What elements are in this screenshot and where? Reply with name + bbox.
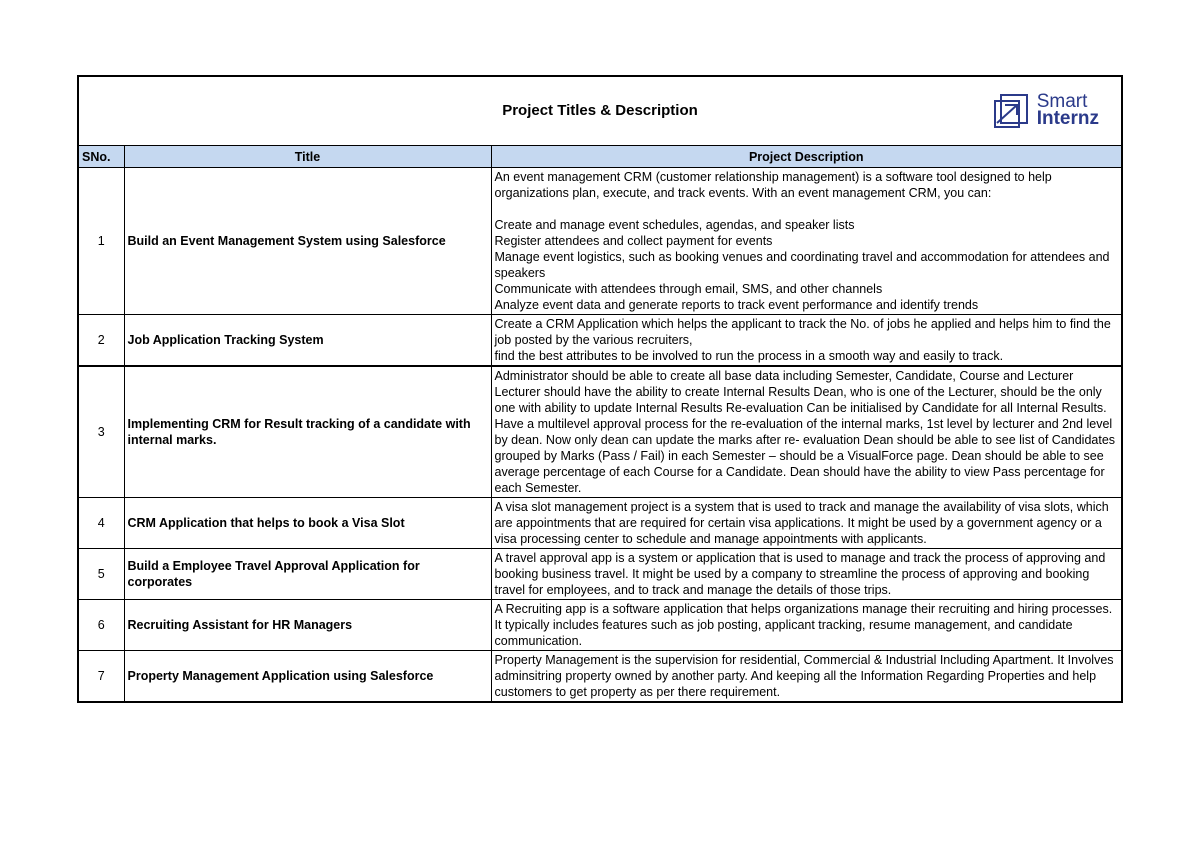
row-title: CRM Application that helps to book a Visa Slot [124,498,491,549]
description-line: Administrator should be able to create all base data including Semester, Candidate, Course and Lecturer [494,369,1074,383]
description-line: Create a CRM Application which helps the applicant to track the No. of jobs he applied and helps him to find the job posted by the various recruiters, [494,317,1111,347]
row-description [491,315,1121,367]
row-number: 6 [79,600,124,651]
description-line: A visa slot management project is a system that is used to track and manage the availability of visa slots, which are appointments that are required for certain visa applications. It might be used by a government agency or a visa processing center to schedule and manage appointments with applicants. [494,500,1109,546]
page-title: Project Titles & Description [502,102,698,119]
description-line: Manage event logistics, such as booking venues and coordinating travel and accommodation for attendees and speakers [494,250,1110,280]
row-description [491,366,1121,498]
logo-word-internz: Internz [1036,108,1099,129]
row-number: 7 [79,651,124,702]
row-description [491,651,1121,702]
title-banner [79,77,1121,146]
table-header-row [79,146,1121,168]
row-title: Build an Event Management System using Salesforce [124,168,491,315]
logo-mark-icon [991,91,1031,129]
column-header-description: Project Description [491,146,1121,168]
table-row [79,366,1121,498]
description-line: Create and manage event schedules, agendas, and speaker lists [494,218,855,232]
description-line: Analyze event data and generate reports to track event performance and identify trends [494,298,979,312]
row-description [491,549,1121,600]
row-description [491,498,1121,549]
table-row [79,549,1121,600]
table-row [79,168,1121,315]
description-spacer [495,201,1119,217]
description-line: find the best attributes to be involved to run the process in a smooth way and easily to track. [494,349,1004,363]
row-number: 5 [79,549,124,600]
description-line: Communicate with attendees through email, SMS, and other channels [494,282,883,296]
projects-table [79,146,1121,701]
description-line: A travel approval app is a system or application that is used to manage and track the process of approving and booking business travel. It might be used by a company to streamline the process of approving and booking travel for employees, and to track and manage the details of those trips. [494,551,1106,597]
description-line: Register attendees and collect payment for events [494,234,773,248]
table-row [79,315,1121,367]
row-title: Recruiting Assistant for HR Managers [124,600,491,651]
row-number: 1 [79,168,124,315]
column-header-sno: SNo. [79,146,124,168]
column-header-title: Title [124,146,491,168]
description-line: A Recruiting app is a software application that helps organizations manage their recruiting and hiring processes. It typically includes features such as job posting, applicant tracking, resume management, and candidate communication. [494,602,1113,648]
row-description [491,168,1121,315]
logo-word-smart: Smart [1036,91,1088,112]
row-title: Implementing CRM for Result tracking of a candidate with internal marks. [124,366,491,498]
description-line: Lecturer should have the ability to create Internal Results Dean, who is one of the Lecturer, should be the only one with ability to update Internal Results Re-evaluation Can be initialised by Candidate for all Internal Results. Have a multilevel approval process for the re-evaluation of the internal marks, 1st level by lecturer and 2nd level by dean. Now only dean can update the marks after re- evaluation Dean should be able to see list of Candidates grouped by Marks (Pass / Fail) in each Semester – should be a VisualForce page. Dean should be able to see average percentage of each Course for a Candidate. Dean should have the ability to view Pass percentage for each Semester. [494,385,1116,495]
table-row [79,600,1121,651]
row-number: 3 [79,366,124,498]
project-sheet [77,75,1123,703]
description-line: Property Management is the supervision for residential, Commercial & Industrial Including Apartment. It Involves adminsitring property owned by another party. And keeping all the Information Regarding Properties and help customers to get property as per there requirement. [494,653,1114,699]
row-description [491,600,1121,651]
row-number: 2 [79,315,124,367]
table-row [79,498,1121,549]
row-title: Property Management Application using Salesforce [124,651,491,702]
row-title: Job Application Tracking System [124,315,491,367]
table-row [79,651,1121,702]
row-number: 4 [79,498,124,549]
row-title: Build a Employee Travel Approval Application for corporates [124,549,491,600]
description-line: An event management CRM (customer relationship management) is a software tool designed to help organizations plan, execute, and track events. With an event management CRM, you can: [494,170,1052,200]
smart-internz-logo [991,91,1099,129]
